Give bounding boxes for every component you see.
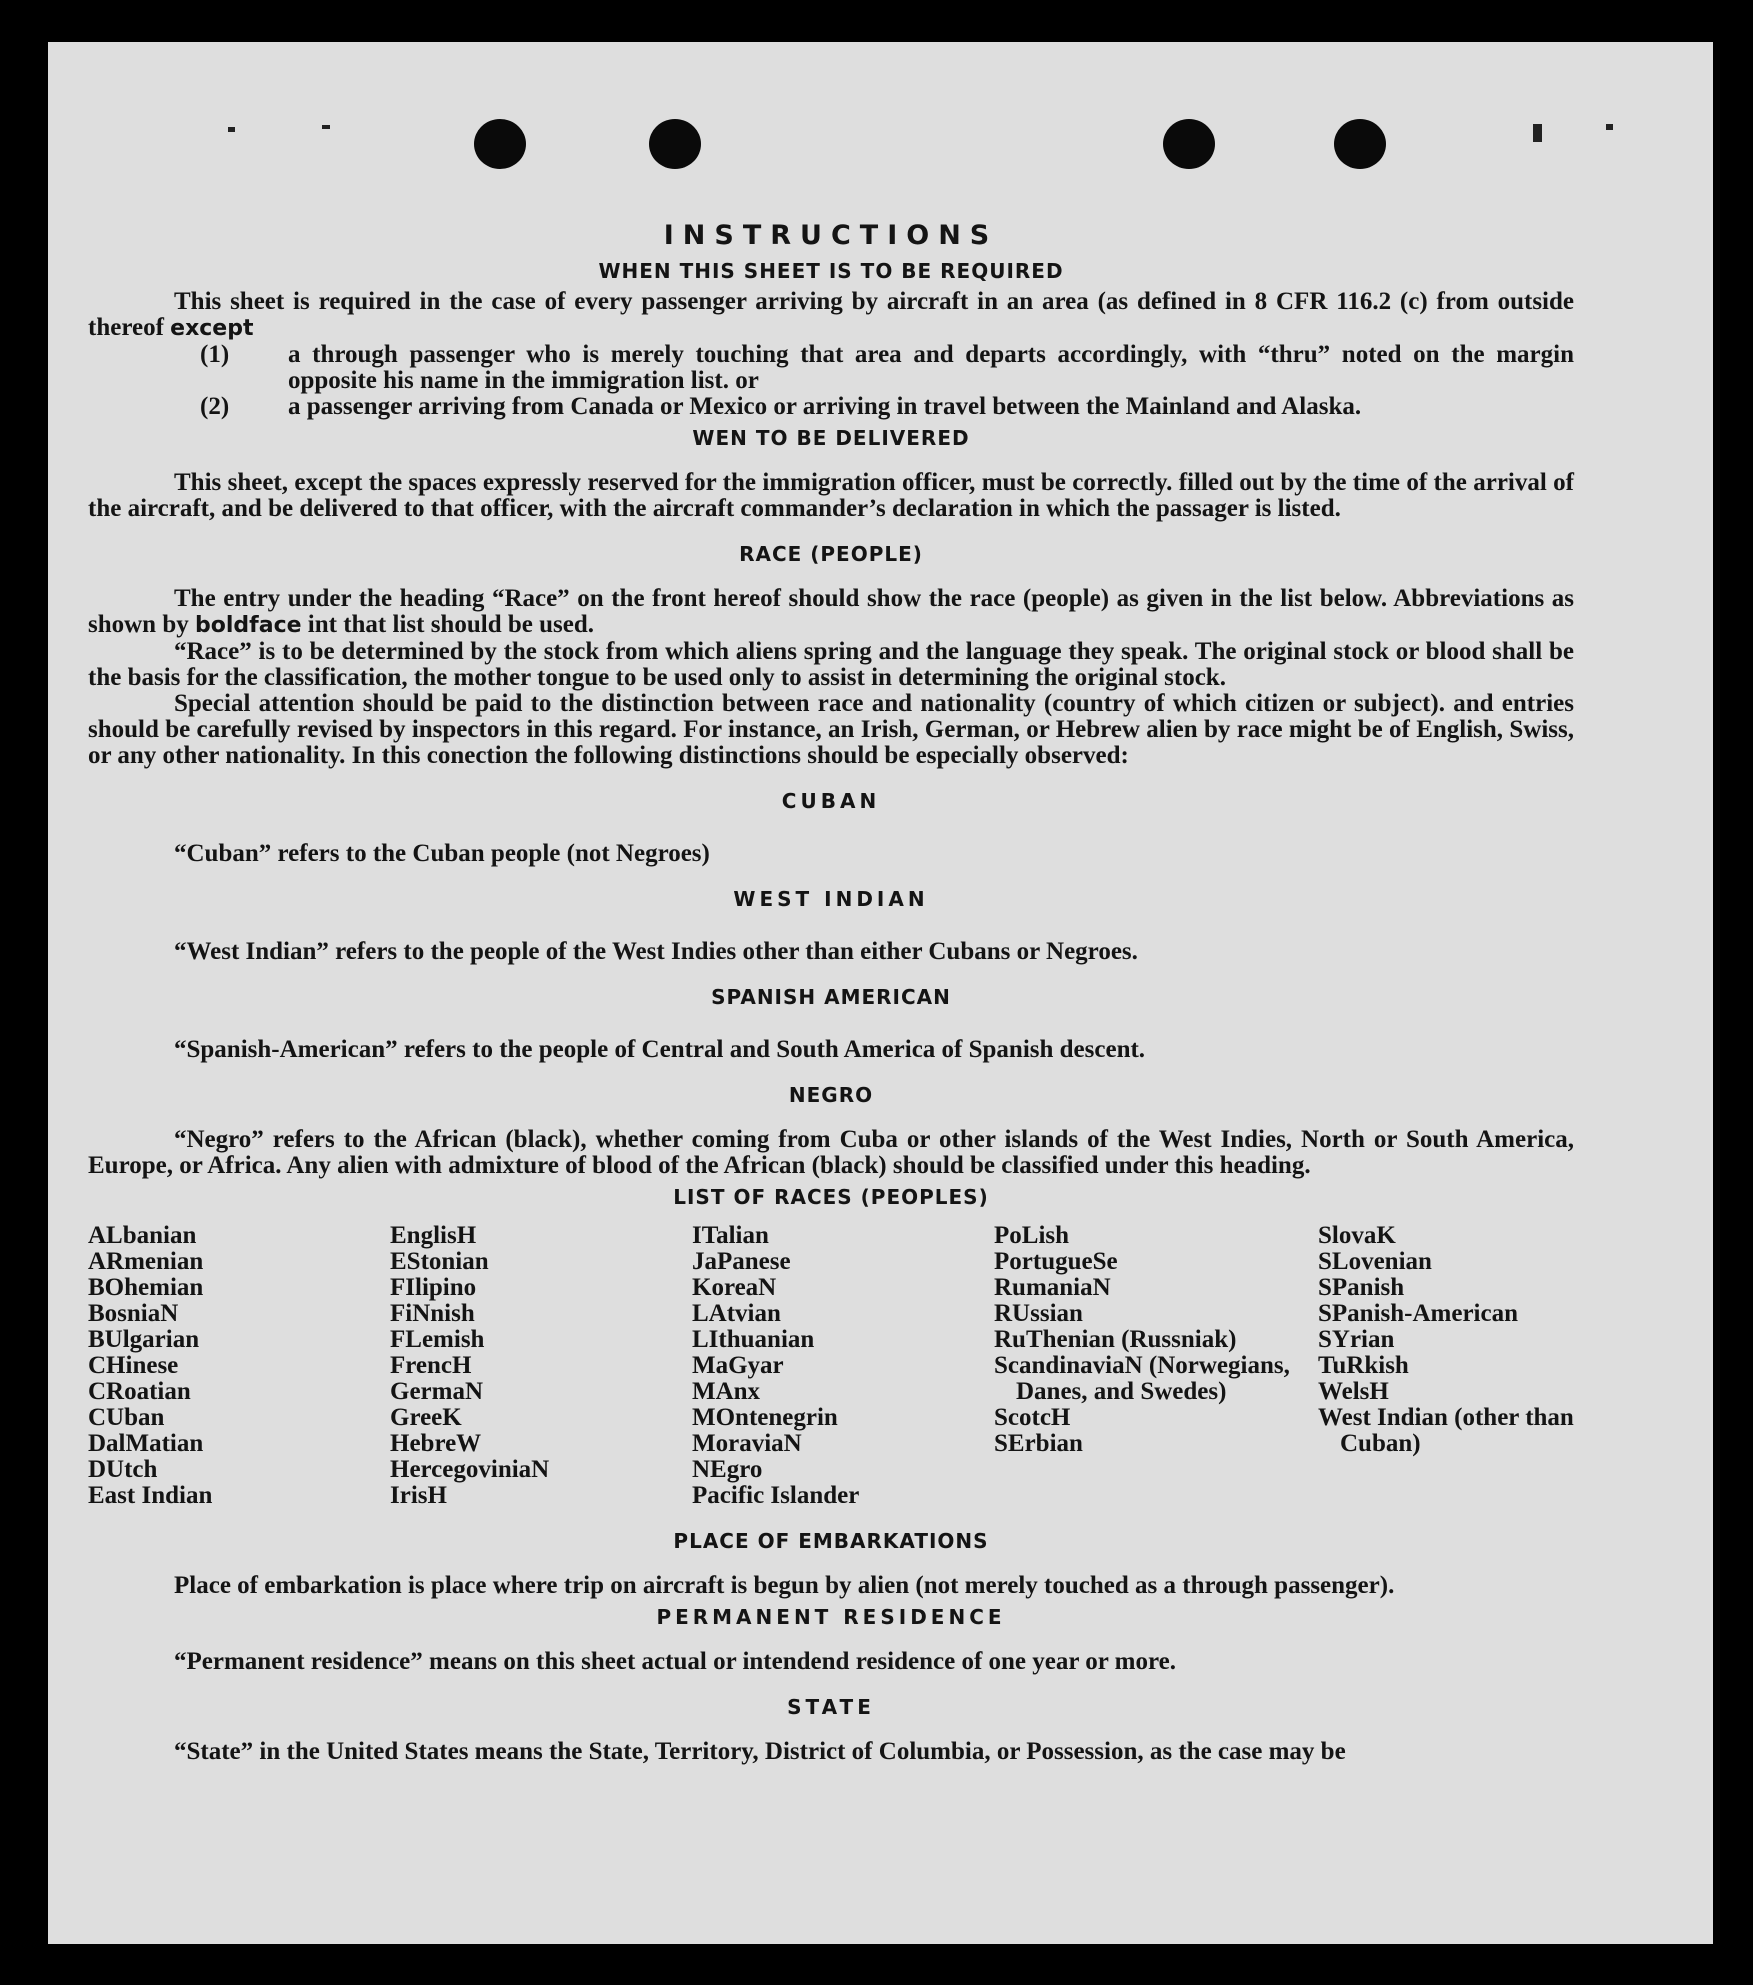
race-entry: ITalian xyxy=(692,1222,769,1249)
race-entry: ALbanian xyxy=(88,1222,197,1249)
item-text: a passenger arriving from Canada or Mexico or arriving in travel between the Mainland and Alaska. xyxy=(288,393,1362,420)
heading-embarkation: PLACE OF EMBARKATIONS xyxy=(673,1529,989,1553)
spacer xyxy=(88,456,1574,470)
paragraph-when-required xyxy=(88,289,1574,342)
heading-when-delivered: WEN TO BE DELIVERED xyxy=(692,426,970,450)
race-entry: WelsH xyxy=(1318,1378,1389,1405)
race-entry: IrisH xyxy=(390,1482,447,1509)
race-entry: FIlipino xyxy=(390,1274,477,1301)
heading-list-of-races: LIST OF RACES (PEOPLES) xyxy=(673,1185,989,1209)
race-entry: ARmenian xyxy=(88,1248,204,1275)
races-column xyxy=(1318,1223,1578,1509)
item-text: a through passenger who is merely touching that area and departs accordingly, with “thru” noted on the margin opposite his name in the immigration list. or xyxy=(288,341,1574,394)
speck-mark xyxy=(322,125,330,129)
race-entry: LAtvian xyxy=(692,1300,781,1327)
race-entry: FiNnish xyxy=(390,1300,475,1327)
paragraph-west-indian: “West Indian” refers to the people of the West Indies other than either Cubans or Negroes. xyxy=(174,938,1138,965)
punch-hole xyxy=(1334,119,1386,169)
race-entry: MaGyar xyxy=(692,1352,784,1379)
heading-negro: NEGRO xyxy=(788,1083,874,1107)
races-column xyxy=(88,1223,390,1509)
paragraph-cuban: “Cuban” refers to the Cuban people (not Negroes) xyxy=(174,840,710,867)
race-entry: KoreaN xyxy=(692,1274,777,1301)
item-number: (2) xyxy=(200,393,230,420)
race-entry: CRoatian xyxy=(88,1378,191,1405)
race-entry: BosniaN xyxy=(88,1300,179,1327)
paragraph-negro: “Negro” refers to the African (black), whether coming from Cuba or other islands of the West Indies, North or South America, Europe, or Africa. Any alien with admixture of blood of the African (black) should be classified under this heading. xyxy=(88,1126,1574,1179)
heading-west-indian: WEST INDIAN xyxy=(733,887,929,911)
race-entry: West Indian (other than Cuban) xyxy=(1318,1404,1574,1457)
spacer xyxy=(88,1015,1574,1037)
spacer xyxy=(88,1509,1574,1523)
heading-state: STATE xyxy=(787,1695,875,1719)
list-item xyxy=(88,342,1574,394)
heading-race: RACE (PEOPLE) xyxy=(739,542,923,566)
paragraph-embarkation: Place of embarkation is place where trip on aircraft is begun by alien (not merely touched as a through passenger). xyxy=(174,1572,1395,1599)
punch-hole xyxy=(474,119,526,169)
race-entry: BUlgarian xyxy=(88,1326,200,1353)
document-page xyxy=(48,42,1713,1944)
spacer xyxy=(88,1063,1574,1077)
race-entry: BOhemian xyxy=(88,1274,204,1301)
race-entry: East Indian xyxy=(88,1482,213,1509)
paragraph-race-2: “Race” is to be determined by the stock from which aliens spring and the language they speak. The original stock or blood shall be the basis for the classification, the mother tongue to be used only to assist in determining the original stock. xyxy=(88,638,1574,691)
page-title: INSTRUCTIONS xyxy=(663,220,999,251)
heading-spanish-american: SPANISH AMERICAN xyxy=(711,985,951,1009)
speck-mark xyxy=(1606,124,1613,130)
spacer xyxy=(88,572,1574,586)
spacer xyxy=(88,769,1574,783)
list-item xyxy=(88,394,1574,420)
spacer xyxy=(88,1635,1574,1649)
race-entry: NEgro xyxy=(692,1456,763,1483)
race-entry: ScotcH xyxy=(994,1404,1071,1431)
paragraph-spanish-american: “Spanish-American” refers to the people of Central and South America of Spanish descent. xyxy=(174,1036,1146,1063)
punch-hole xyxy=(649,119,701,169)
race-entry: DUtch xyxy=(88,1456,158,1483)
paragraph-race-3: Special attention should be paid to the distinction between race and nationality (country of which citizen or subject). and entries should be carefully revised by inspectors in this regard. For instance, an Irish, German, or Hebrew alien by race might be of English, Swiss, or any other nationality. In this conection the following distinctions should be especially observed: xyxy=(88,690,1574,769)
races-column xyxy=(692,1223,994,1509)
races-table xyxy=(88,1223,1574,1509)
race-entry: RuThenian (Russniak) xyxy=(994,1326,1237,1353)
race-entry: SlovaK xyxy=(1318,1222,1396,1249)
heading-permanent-residence: PERMANENT RESIDENCE xyxy=(656,1605,1006,1629)
races-column xyxy=(390,1223,692,1509)
paragraph-when-delivered: This sheet, except the spaces expressly reserved for the immigration officer, must be correctly. filled out by the time of the arrival of the aircraft, and be delivered to that officer, with the aircraft commander’s declaration in which the passager is listed. xyxy=(88,469,1574,522)
race-entry: EStonian xyxy=(390,1248,489,1275)
bold-text: boldface xyxy=(195,613,302,638)
race-entry: HercegoviniaN xyxy=(390,1456,550,1483)
spacer xyxy=(88,867,1574,881)
race-entry: GreeK xyxy=(390,1404,462,1431)
race-entry: RUssian xyxy=(994,1300,1083,1327)
race-entry: GermaN xyxy=(390,1378,484,1405)
race-entry: SErbian xyxy=(994,1430,1083,1457)
spacer xyxy=(88,819,1574,841)
race-entry: RumaniaN xyxy=(994,1274,1111,1301)
race-entry: SPanish xyxy=(1318,1274,1405,1301)
race-entry: JaPanese xyxy=(692,1248,791,1275)
punch-hole xyxy=(1163,119,1215,169)
race-entry: MoraviaN xyxy=(692,1430,802,1457)
item-number: (1) xyxy=(200,341,230,368)
race-entry: PortugueSe xyxy=(994,1248,1118,1275)
text: The entry under the heading “Race” on the front hereof should show the race (people) as given in the list below. Abbreviations as shown by xyxy=(88,585,1574,638)
spacer xyxy=(88,522,1574,536)
race-entry: EnglisH xyxy=(390,1222,477,1249)
bold-text: except xyxy=(170,316,254,341)
races-column xyxy=(994,1223,1318,1509)
text: This sheet is required in the case of every passenger arriving by aircraft in an area (as defined in 8 CFR 116.2 (c) from outside thereof xyxy=(88,288,1574,341)
race-entry: Pacific Islander xyxy=(692,1482,860,1509)
race-entry: CUban xyxy=(88,1404,165,1431)
spacer xyxy=(88,1675,1574,1689)
text: int that list should be used. xyxy=(307,611,594,638)
spacer xyxy=(88,917,1574,939)
spacer xyxy=(88,1113,1574,1127)
heading-cuban: CUBAN xyxy=(781,789,881,813)
race-entry: SYrian xyxy=(1318,1326,1395,1353)
race-entry: TuRkish xyxy=(1318,1352,1409,1379)
race-entry: MAnx xyxy=(692,1378,761,1405)
heading-when-required: WHEN THIS SHEET IS TO BE REQUIRED xyxy=(598,259,1064,283)
race-entry: HebreW xyxy=(390,1430,482,1457)
speck-mark xyxy=(1533,124,1542,142)
race-entry: MOntenegrin xyxy=(692,1404,838,1431)
race-entry: CHinese xyxy=(88,1352,179,1379)
race-entry: SPanish-American xyxy=(1318,1300,1518,1327)
spacer xyxy=(88,1559,1574,1573)
paragraph-permanent-residence: “Permanent residence” means on this sheet actual or intendend residence of one year or more. xyxy=(174,1648,1176,1675)
race-entry: ScandinaviaN (Norwegians, Danes, and Swedes) xyxy=(994,1352,1290,1405)
race-entry: PoLish xyxy=(994,1222,1070,1249)
paragraph-state: “State” in the United States means the State, Territory, District of Columbia, or Possession, as the case may be xyxy=(174,1738,1346,1765)
speck-mark xyxy=(228,127,235,132)
paragraph-race-1 xyxy=(88,586,1574,639)
race-entry: FLemish xyxy=(390,1326,485,1353)
race-entry: DalMatian xyxy=(88,1430,204,1457)
spacer xyxy=(88,965,1574,979)
race-entry: SLovenian xyxy=(1318,1248,1432,1275)
race-entry: FrencH xyxy=(390,1352,472,1379)
race-entry: LIthuanian xyxy=(692,1326,815,1353)
spacer xyxy=(88,1725,1574,1739)
